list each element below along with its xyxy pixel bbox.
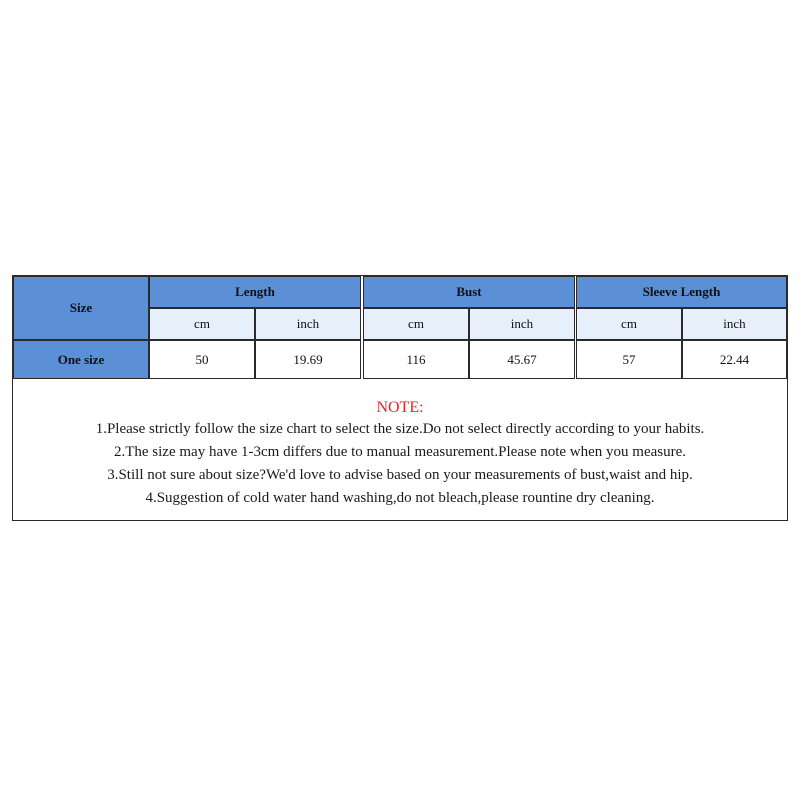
value-cell: 50 xyxy=(149,340,255,379)
unit-cell: inch xyxy=(469,308,575,340)
unit-cell: inch xyxy=(682,308,787,340)
group-header-sleeve-length: Sleeve Length xyxy=(576,276,787,308)
row-label-one-size: One size xyxy=(13,340,149,379)
unit-cell: cm xyxy=(363,308,469,340)
value-cell: 22.44 xyxy=(682,340,787,379)
note-line-2: 2.The size may have 1-3cm differs due to manual measurement.Please note when you measure. xyxy=(113,444,687,460)
note-line-4: 4.Suggestion of cold water hand washing,do not bleach,please rountine dry cleaning. xyxy=(145,490,655,506)
size-header: Size xyxy=(13,276,149,340)
unit-cell: cm xyxy=(149,308,255,340)
value-cell: 116 xyxy=(363,340,469,379)
unit-cell: inch xyxy=(255,308,361,340)
value-cell: 19.69 xyxy=(255,340,361,379)
size-chart xyxy=(12,275,788,521)
value-cell: 45.67 xyxy=(469,340,575,379)
note-title: NOTE: xyxy=(376,399,424,416)
note-line-1: 1.Please strictly follow the size chart to select the size.Do not select directly according to your habits. xyxy=(95,421,705,437)
unit-cell: cm xyxy=(576,308,682,340)
value-cell: 57 xyxy=(576,340,682,379)
note-line-3: 3.Still not sure about size?We'd love to advise based on your measurements of bust,waist and hip. xyxy=(107,467,693,483)
note-section xyxy=(13,379,787,520)
group-header-bust: Bust xyxy=(363,276,575,308)
group-header-length: Length xyxy=(149,276,361,308)
